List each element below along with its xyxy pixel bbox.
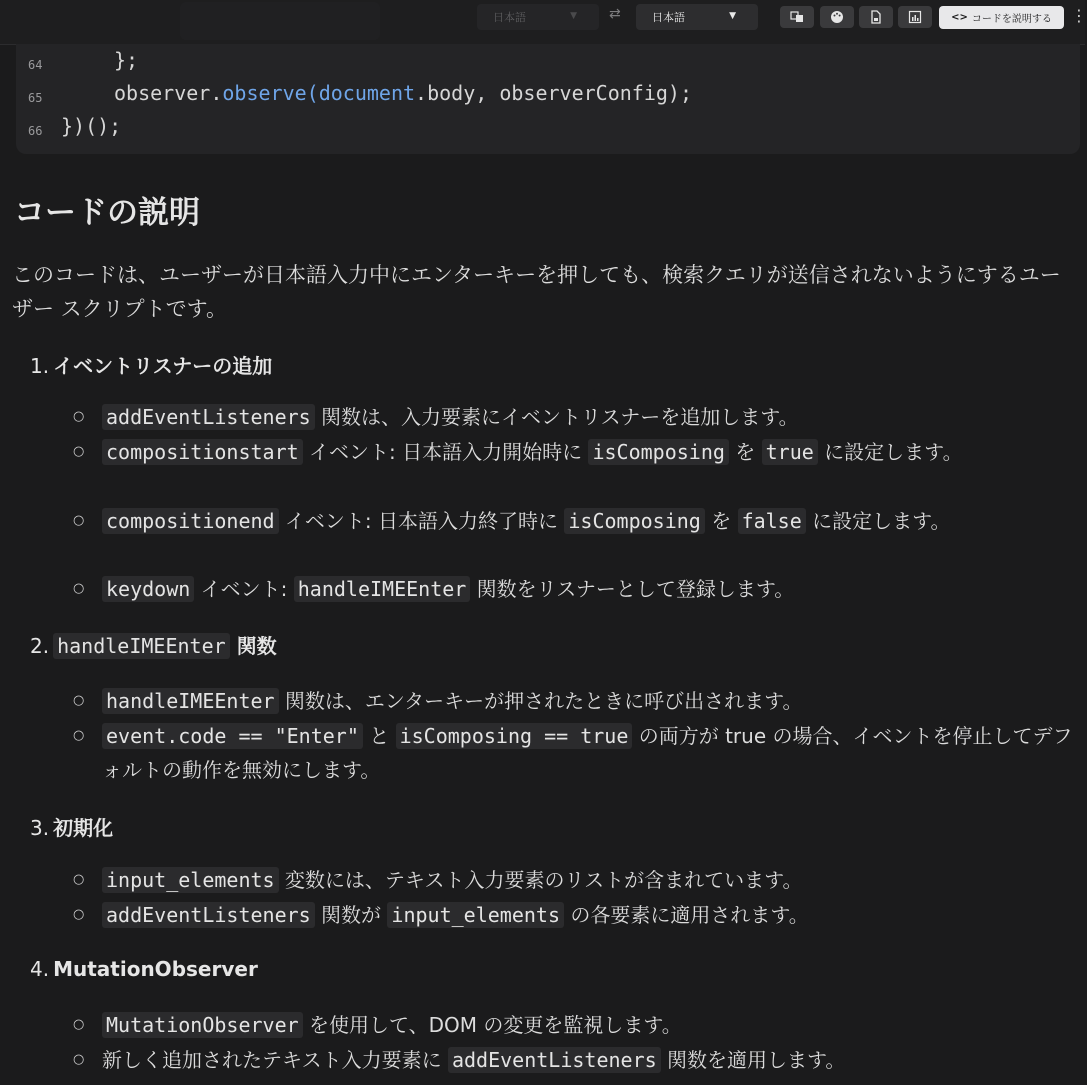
top-toolbar	[0, 0, 1085, 45]
inline-code: compositionstart	[102, 439, 303, 465]
bullet-text: 変数には、テキスト入力要素のリストが含まれています。	[278, 868, 803, 892]
bullet-circle-icon: ○	[73, 728, 85, 743]
inline-code: addEventListeners	[102, 404, 315, 430]
code-token-function: observe	[222, 81, 307, 105]
chevron-down-icon: ▼	[570, 11, 577, 21]
bullet-text: イベント: 日本語入力開始時に	[302, 440, 589, 464]
bullet-text: 関数をリスナーとして登録します。	[470, 577, 795, 601]
target-language-label: 日本語	[652, 11, 685, 24]
bullet-text: と	[362, 724, 396, 748]
translate-button[interactable]	[780, 6, 814, 28]
code-brackets-icon: <>	[951, 12, 968, 23]
list-item	[73, 435, 1078, 469]
explain-code-label: コードを説明する	[971, 14, 1052, 25]
inline-code: compositionend	[102, 508, 279, 534]
line-number: 65	[28, 91, 43, 105]
bullet-text: イベント:	[194, 577, 294, 601]
list-item	[73, 1008, 1078, 1042]
bullet-circle-icon: ○	[73, 1017, 85, 1032]
list-item	[73, 898, 1078, 932]
list-item	[73, 400, 1078, 434]
translate-icon	[790, 10, 804, 24]
line-number: 66	[28, 124, 43, 138]
inline-code: false	[738, 508, 806, 534]
bullet-text: に設定します。	[805, 509, 951, 533]
bullet-text: 関数は、エンターキーが押されたときに呼び出されます。	[278, 689, 803, 713]
code-text	[114, 81, 692, 105]
chart-button[interactable]	[898, 6, 932, 28]
section-heading	[30, 812, 113, 841]
list-item	[73, 684, 1078, 718]
code-line	[16, 46, 1076, 76]
bullet-circle-icon: ○	[73, 693, 85, 708]
list-item	[73, 504, 1078, 538]
code-token-paren: (	[306, 81, 319, 105]
inline-code: handleIMEEnter	[102, 688, 279, 714]
section-heading-text: イベントリスナーの追加	[53, 354, 273, 378]
swap-languages-icon[interactable]: ⇄	[609, 6, 621, 22]
inline-code: true	[762, 439, 818, 465]
section-number: 1.	[30, 354, 50, 378]
code-token-object: document	[318, 81, 416, 105]
bullet-text: 関数を適用します。	[660, 1048, 846, 1072]
section-heading-text: MutationObserver	[53, 957, 258, 981]
code-token: .body, observerConfig);	[415, 81, 692, 105]
explanation-title: コードの説明	[14, 195, 200, 231]
section-heading	[30, 957, 258, 981]
list-item	[73, 719, 1078, 787]
inline-code: addEventListeners	[102, 902, 315, 928]
theme-button[interactable]	[820, 6, 854, 28]
section-heading	[30, 630, 277, 659]
bullet-text: 新しく追加されたテキスト入力要素に	[102, 1048, 448, 1072]
code-line	[16, 79, 1076, 109]
bullet-circle-icon: ○	[73, 513, 85, 528]
chart-icon	[908, 10, 922, 24]
inline-code: addEventListeners	[448, 1047, 661, 1073]
section-number: 2.	[30, 634, 50, 658]
bullet-text: に設定します。	[817, 440, 963, 464]
inline-code: input_elements	[387, 902, 564, 928]
bullet-text: 関数が	[314, 903, 388, 927]
code-text: })();	[61, 114, 122, 138]
line-number: 64	[28, 58, 43, 72]
bullet-circle-icon: ○	[73, 907, 85, 922]
bullet-circle-icon: ○	[73, 409, 85, 424]
inline-code: keydown	[102, 576, 194, 602]
inline-code: isComposing == true	[396, 723, 633, 749]
bullet-text: を使用して、DOM の変更を監視します。	[302, 1013, 682, 1037]
code-block	[16, 44, 1080, 154]
bullet-text: 関数は、入力要素にイベントリスナーを追加します。	[314, 405, 799, 429]
section-heading-text: 関数	[229, 634, 277, 658]
inline-code: isComposing	[564, 508, 704, 534]
source-language-select[interactable]	[477, 4, 599, 30]
inline-code: input_elements	[102, 867, 279, 893]
explanation-intro: このコードは、ユーザーが日本語入力中にエンターキーを押しても、検索クエリが送信されないようにするユーザー スクリプトです。	[12, 263, 1061, 321]
inline-code: MutationObserver	[102, 1012, 303, 1038]
more-vert-icon[interactable]: ⋮	[1071, 6, 1087, 25]
section-number: 4.	[30, 957, 50, 981]
chevron-down-icon: ▼	[729, 11, 736, 21]
section-heading	[30, 350, 272, 379]
bullet-text: を	[704, 509, 738, 533]
explain-code-button[interactable]	[939, 6, 1064, 29]
code-line	[16, 112, 1076, 142]
list-item	[73, 863, 1078, 897]
inline-code: handleIMEEnter	[53, 633, 230, 659]
faded-header-area	[180, 2, 380, 40]
bullet-circle-icon: ○	[73, 1052, 85, 1067]
bullet-text: イベント: 日本語入力終了時に	[278, 509, 565, 533]
document-icon	[869, 10, 883, 24]
palette-icon	[830, 10, 844, 24]
code-text: };	[114, 48, 139, 72]
document-button[interactable]	[859, 6, 893, 28]
bullet-text: を	[728, 440, 762, 464]
section-heading-text: 初期化	[53, 816, 114, 840]
target-language-select[interactable]	[636, 4, 758, 30]
inline-code: isComposing	[588, 439, 728, 465]
bullet-text: の各要素に適用されます。	[564, 903, 809, 927]
source-language-label: 日本語	[493, 11, 526, 24]
bullet-text: の両方が true の場合、イベントを停止してデフォルトの動作を無効にします。	[102, 724, 1073, 782]
bullet-circle-icon: ○	[73, 581, 85, 596]
section-number: 3.	[30, 816, 50, 840]
list-item	[73, 1043, 1078, 1077]
bullet-circle-icon: ○	[73, 872, 85, 887]
list-item	[73, 572, 1078, 606]
inline-code: handleIMEEnter	[294, 576, 471, 602]
inline-code: event.code == "Enter"	[102, 723, 363, 749]
bullet-circle-icon: ○	[73, 444, 85, 459]
code-token: observer.	[114, 81, 223, 105]
